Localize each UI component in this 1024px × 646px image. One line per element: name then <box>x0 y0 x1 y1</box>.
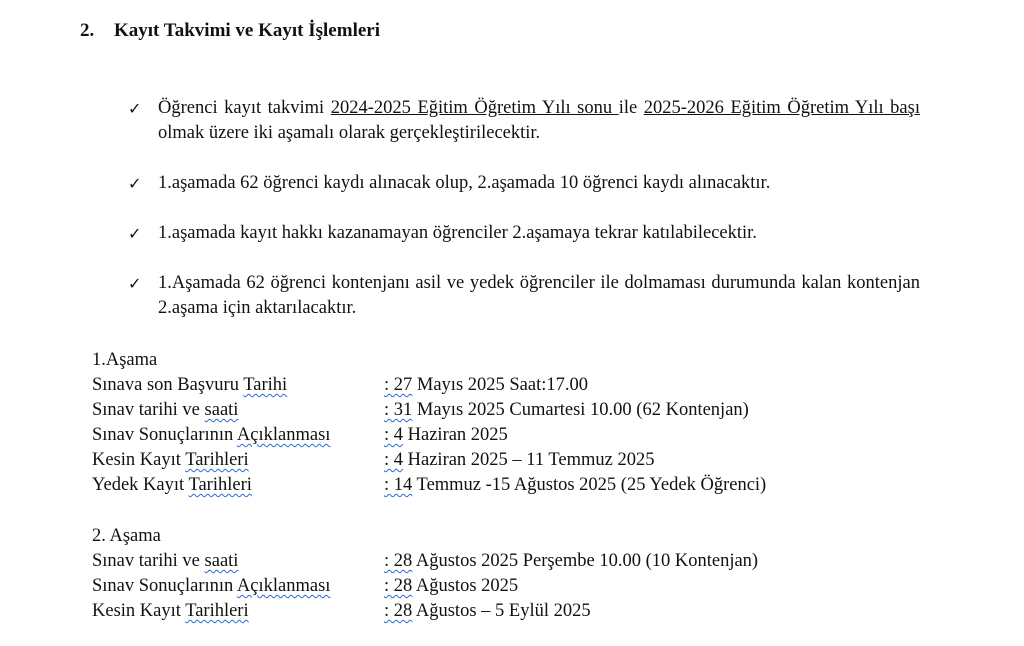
underlined-text: 2024-2025 Eğitim Öğretim Yılı sonu <box>330 98 619 118</box>
bullet-item <box>128 96 920 146</box>
schedule-row <box>92 448 766 473</box>
stage-1-schedule <box>92 348 766 498</box>
check-icon: ✓ <box>128 224 142 243</box>
row-value: : 28 Ağustos 2025 Perşembe 10.00 (10 Kontenjan) <box>384 551 759 571</box>
stage-2-schedule <box>92 524 758 624</box>
row-label: Sınav tarihi ve saati <box>92 551 239 571</box>
schedule-row <box>92 549 758 574</box>
bullet-text: olmak üzere iki aşamalı olarak gerçekleştirilecektir. <box>158 123 541 143</box>
bullet-list <box>128 96 920 346</box>
section-heading <box>80 20 380 42</box>
row-value: : 27 Mayıs 2025 Saat:17.00 <box>384 375 589 395</box>
schedule-row <box>92 423 766 448</box>
bullet-item <box>128 221 920 246</box>
row-value: : 14 Temmuz -15 Ağustos 2025 (25 Yedek Öğrenci) <box>384 475 767 495</box>
row-value: : 4 Haziran 2025 – 11 Temmuz 2025 <box>384 450 655 470</box>
section-title: Kayıt Takvimi ve Kayıt İşlemleri <box>114 20 380 41</box>
check-icon: ✓ <box>128 99 142 118</box>
bullet-item <box>128 171 920 196</box>
bullet-text: ile <box>618 98 644 118</box>
bullet-text: 1.Aşamada 62 öğrenci kontenjanı asil ve yedek öğrenciler ile dolmaması durumunda kalan kontenjan 2.aşama için aktarılacaktır. <box>158 273 920 318</box>
row-label: Sınava son Başvuru Tarihi <box>92 375 288 395</box>
row-value: : 4 Haziran 2025 <box>384 425 508 445</box>
schedule-row <box>92 599 758 624</box>
bullet-text: 1.aşamada 62 öğrenci kaydı alınacak olup, 2.aşamada 10 öğrenci kaydı alınacaktır. <box>158 173 771 193</box>
schedule-row <box>92 398 766 423</box>
underlined-text: 2025-2026 Eğitim Öğretim Yılı başı <box>643 98 920 118</box>
schedule-row <box>92 574 758 599</box>
bullet-text: Öğrenci kayıt takvimi <box>158 98 331 118</box>
check-icon: ✓ <box>128 274 142 293</box>
section-number: 2. <box>80 20 95 41</box>
row-label: Sınav tarihi ve saati <box>92 400 239 420</box>
check-icon: ✓ <box>128 174 142 193</box>
row-label: Kesin Kayıt Tarihleri <box>92 450 249 470</box>
bullet-text: 1.aşamada kayıt hakkı kazanamayan öğrenciler 2.aşamaya tekrar katılabilecektir. <box>158 223 757 243</box>
row-value: : 31 Mayıs 2025 Cumartesi 10.00 (62 Kontenjan) <box>384 400 749 420</box>
bullet-item <box>128 271 920 321</box>
row-value: : 28 Ağustos – 5 Eylül 2025 <box>384 601 591 621</box>
stage-title: 2. Aşama <box>92 526 161 546</box>
row-label: Sınav Sonuçlarının Açıklanması <box>92 576 331 596</box>
row-label: Kesin Kayıt Tarihleri <box>92 601 249 621</box>
schedule-row <box>92 473 766 498</box>
row-value: : 28 Ağustos 2025 <box>384 576 519 596</box>
row-label: Yedek Kayıt Tarihleri <box>92 475 252 495</box>
row-label: Sınav Sonuçlarının Açıklanması <box>92 425 331 445</box>
stage-title: 1.Aşama <box>92 350 158 370</box>
schedule-row <box>92 373 766 398</box>
